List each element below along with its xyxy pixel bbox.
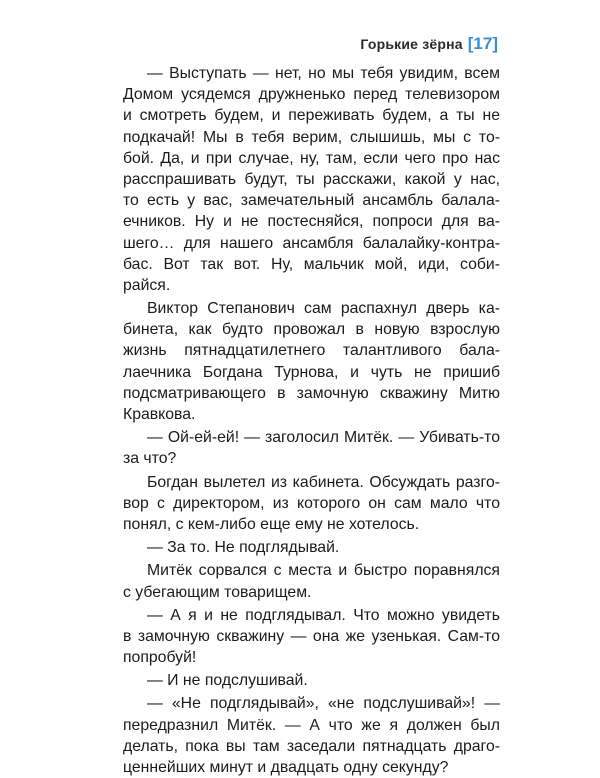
- text-line: Виктор Степанович сам распахнул дверь ка-: [147, 300, 500, 318]
- text-line: Богдан вылетел из кабинета. Обсуждать разго-: [147, 473, 500, 491]
- text-line: подсматривающего в замочную скважину Митю: [123, 384, 500, 402]
- text-line: Митёк сорвался с места и быстро поравнялся: [147, 562, 500, 580]
- running-title: Горькие зёрна: [360, 36, 463, 52]
- text-line: подкачай! Мы в тебя верим, слышишь, мы с то-: [123, 128, 500, 146]
- text-line: передразнил Митёк. — А что же я должен был: [123, 716, 500, 734]
- text-line: бой. Да, и при случае, ну, там, если чего про нас: [123, 149, 500, 167]
- text-line: — Ой-ей-ей! — заголосил Митёк. — Убивать-то: [147, 429, 500, 447]
- text-line: Кравкова.: [123, 406, 196, 423]
- text-line: ценнейших минут и двадцать одну секунду?: [123, 759, 449, 776]
- text-line: — Выступать — нет, но мы тебя увидим, всем: [147, 65, 500, 82]
- text-line: Домом усядемся дружненько перед телевизором: [123, 86, 500, 104]
- text-line: — И не подслушивай.: [147, 672, 308, 690]
- text-line: расспрашивать будут, ты расскажи, какой у нас,: [123, 170, 500, 188]
- text-line: в замочную скважину — она же узенькая. Сам-то: [123, 627, 500, 645]
- page-number: [17]: [467, 34, 498, 53]
- text-line: за что?: [123, 450, 177, 468]
- text-line: лаечника Богдана Турнова, и чуть не пришиб: [123, 363, 500, 381]
- text-line: бас. Вот так вот. Ну, мальчик мой, иди, соби-: [123, 255, 500, 273]
- text-line: делать, пока вы там заседали пятнадцать драго-: [123, 737, 500, 755]
- text-line: ечников. Ну и не постесняйся, попроси для ва-: [123, 213, 500, 231]
- text-line: понял, с кем-либо еще ему не хотелось.: [123, 515, 420, 533]
- text-line: — А я и не подглядывал. Что можно увидеть: [147, 606, 500, 624]
- text-line: райся.: [123, 276, 171, 294]
- text-line: попробуй!: [123, 649, 197, 667]
- page-header: [360, 32, 498, 56]
- text-line: жизнь пятнадцатилетнего талантливого бала-: [123, 342, 500, 360]
- text-line: вор с директором, из которого он сам мало что: [123, 494, 500, 512]
- text-line: бинета, как будто провожал в новую взрослую: [123, 321, 500, 339]
- text-line: — «Не подглядывай», «не подслушивай»! —: [147, 695, 500, 713]
- body-text: [123, 63, 500, 778]
- text-line: с убегающим товарищем.: [123, 583, 312, 601]
- text-line: — За то. Не подглядывай.: [147, 539, 340, 557]
- text-line: шего… для нашего ансамбля балалайку-контра-: [123, 234, 500, 252]
- text-line: и смотреть будем, и переживать будем, а ты не: [123, 107, 500, 125]
- text-line: то есть у вас, замечательный ансамбль балала-: [123, 192, 500, 210]
